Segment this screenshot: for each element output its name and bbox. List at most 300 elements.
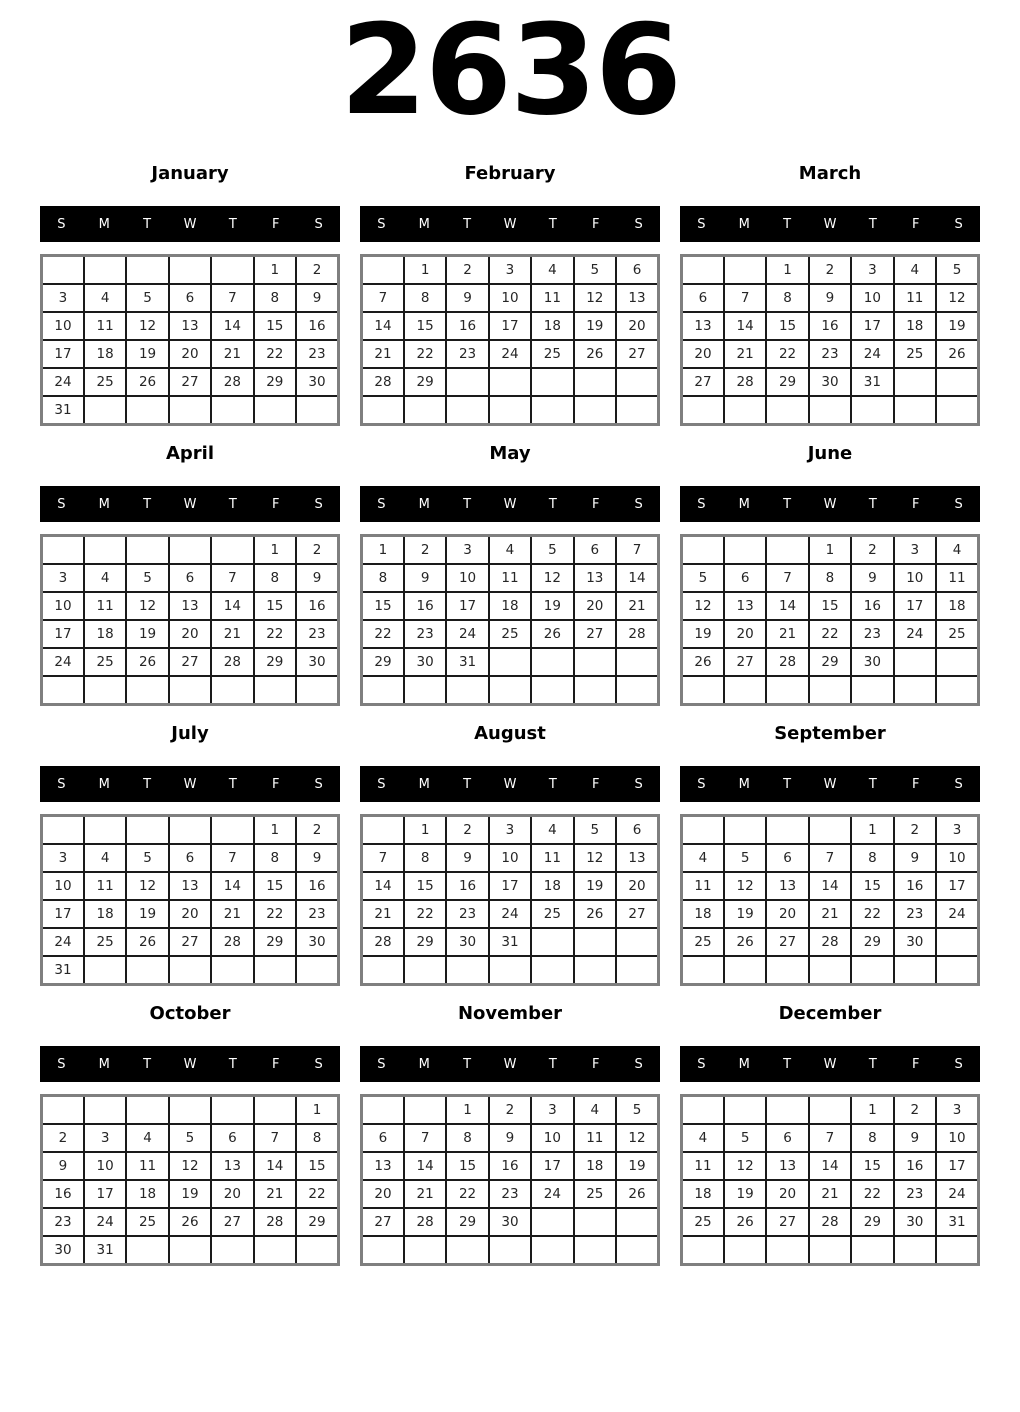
day-cell: 29 — [254, 648, 296, 676]
week-row — [42, 648, 339, 676]
day-cell: 20 — [362, 1180, 404, 1208]
day-cell: 16 — [42, 1180, 84, 1208]
empty-cell — [531, 928, 573, 956]
empty-cell — [211, 956, 253, 985]
day-cell: 8 — [404, 844, 446, 872]
month-day-grid — [360, 534, 660, 706]
day-cell: 15 — [254, 312, 296, 340]
day-cell: 7 — [211, 844, 253, 872]
day-cell: 12 — [724, 872, 766, 900]
empty-cell — [936, 928, 978, 956]
week-row — [42, 816, 339, 845]
empty-cell — [766, 1236, 808, 1265]
weekday-label: F — [591, 496, 600, 512]
empty-cell — [766, 396, 808, 425]
weekday-label: M — [738, 776, 750, 792]
day-cell: 14 — [362, 312, 404, 340]
day-cell: 16 — [894, 872, 936, 900]
day-cell: 25 — [682, 928, 724, 956]
weekday-label: F — [271, 776, 280, 792]
empty-cell — [682, 1236, 724, 1265]
day-cell: 25 — [936, 620, 978, 648]
day-cell: 10 — [936, 844, 978, 872]
empty-cell — [851, 396, 893, 425]
day-cell: 18 — [682, 1180, 724, 1208]
weekday-label: M — [418, 1056, 430, 1072]
weekday-label: F — [271, 1056, 280, 1072]
empty-cell — [682, 676, 724, 705]
day-cell: 4 — [894, 256, 936, 285]
day-cell: 21 — [766, 620, 808, 648]
week-row — [42, 1180, 339, 1208]
day-cell: 5 — [936, 256, 978, 285]
empty-cell — [446, 676, 488, 705]
day-cell: 1 — [446, 1096, 488, 1125]
day-cell: 7 — [616, 536, 658, 565]
week-row — [362, 284, 659, 312]
weekday-label: S — [314, 1056, 323, 1072]
week-row — [682, 956, 979, 985]
week-row — [362, 956, 659, 985]
week-row — [362, 872, 659, 900]
day-cell: 14 — [616, 564, 658, 592]
day-cell: 9 — [446, 284, 488, 312]
week-row — [362, 396, 659, 425]
day-cell: 13 — [682, 312, 724, 340]
empty-cell — [446, 956, 488, 985]
weekday-label: S — [634, 216, 643, 232]
day-cell: 3 — [42, 844, 84, 872]
week-row — [682, 1124, 979, 1152]
day-cell: 21 — [211, 340, 253, 368]
day-cell: 19 — [126, 620, 168, 648]
day-cell: 9 — [296, 564, 338, 592]
day-cell: 5 — [574, 816, 616, 845]
month-october — [40, 1003, 340, 1266]
empty-cell — [362, 956, 404, 985]
day-cell: 26 — [126, 928, 168, 956]
empty-cell — [766, 816, 808, 845]
weekday-label: W — [503, 496, 517, 512]
day-cell: 26 — [724, 928, 766, 956]
month-day-grid — [680, 254, 980, 426]
day-cell: 11 — [489, 564, 531, 592]
empty-cell — [809, 396, 851, 425]
day-cell: 24 — [531, 1180, 573, 1208]
empty-cell — [894, 648, 936, 676]
day-cell: 20 — [682, 340, 724, 368]
day-cell: 7 — [362, 284, 404, 312]
day-cell: 14 — [211, 592, 253, 620]
day-cell: 30 — [296, 928, 338, 956]
day-cell: 2 — [296, 536, 338, 565]
weekday-label: S — [954, 216, 963, 232]
month-day-grid — [680, 814, 980, 986]
day-cell: 12 — [574, 844, 616, 872]
weekday-label: T — [143, 1056, 152, 1072]
day-cell: 9 — [42, 1152, 84, 1180]
weekday-label: S — [57, 216, 66, 232]
day-cell: 29 — [254, 928, 296, 956]
day-cell: 29 — [296, 1208, 338, 1236]
week-row — [42, 284, 339, 312]
day-cell: 14 — [211, 312, 253, 340]
day-cell: 3 — [936, 816, 978, 845]
week-row — [682, 676, 979, 705]
day-cell: 6 — [766, 844, 808, 872]
day-cell: 6 — [766, 1124, 808, 1152]
empty-cell — [404, 676, 446, 705]
day-cell: 11 — [574, 1124, 616, 1152]
day-cell: 25 — [531, 340, 573, 368]
weekday-label: F — [591, 776, 600, 792]
empty-cell — [211, 676, 253, 705]
day-cell: 8 — [446, 1124, 488, 1152]
week-row — [682, 844, 979, 872]
day-cell: 9 — [404, 564, 446, 592]
empty-cell — [126, 956, 168, 985]
day-cell: 17 — [84, 1180, 126, 1208]
day-cell: 19 — [936, 312, 978, 340]
day-cell: 23 — [42, 1208, 84, 1236]
empty-cell — [84, 536, 126, 565]
week-row — [42, 1152, 339, 1180]
day-cell: 18 — [936, 592, 978, 620]
empty-cell — [936, 676, 978, 705]
day-cell: 24 — [489, 340, 531, 368]
day-cell: 2 — [894, 1096, 936, 1125]
day-cell: 22 — [296, 1180, 338, 1208]
empty-cell — [296, 1236, 338, 1265]
weekday-label: S — [57, 1056, 66, 1072]
day-cell: 9 — [894, 1124, 936, 1152]
day-cell: 8 — [404, 284, 446, 312]
day-cell: 29 — [851, 928, 893, 956]
week-row — [42, 620, 339, 648]
day-cell: 1 — [254, 536, 296, 565]
week-row — [42, 1124, 339, 1152]
day-cell: 20 — [766, 1180, 808, 1208]
day-cell: 7 — [766, 564, 808, 592]
day-cell: 3 — [531, 1096, 573, 1125]
weekday-label: S — [697, 496, 706, 512]
day-cell: 21 — [404, 1180, 446, 1208]
day-cell: 23 — [894, 900, 936, 928]
empty-cell — [169, 536, 211, 565]
day-cell: 20 — [169, 340, 211, 368]
day-cell: 15 — [404, 312, 446, 340]
week-row — [362, 564, 659, 592]
day-cell: 20 — [616, 872, 658, 900]
day-cell: 30 — [894, 928, 936, 956]
day-cell: 2 — [894, 816, 936, 845]
week-row — [42, 872, 339, 900]
day-cell: 13 — [724, 592, 766, 620]
weekday-label: T — [143, 216, 152, 232]
day-cell: 31 — [489, 928, 531, 956]
day-cell: 26 — [574, 340, 616, 368]
week-row — [682, 536, 979, 565]
day-cell: 29 — [254, 368, 296, 396]
day-cell: 2 — [296, 256, 338, 285]
day-cell: 26 — [169, 1208, 211, 1236]
month-july — [40, 723, 340, 986]
day-cell: 23 — [296, 340, 338, 368]
day-cell: 19 — [126, 340, 168, 368]
week-row — [42, 340, 339, 368]
week-row — [682, 872, 979, 900]
day-cell: 23 — [296, 620, 338, 648]
weekday-label: S — [697, 1056, 706, 1072]
day-cell: 30 — [404, 648, 446, 676]
day-cell: 2 — [296, 816, 338, 845]
day-cell: 16 — [851, 592, 893, 620]
day-cell: 2 — [42, 1124, 84, 1152]
day-cell: 25 — [84, 928, 126, 956]
weekday-label: S — [634, 496, 643, 512]
weekday-label: S — [697, 776, 706, 792]
weekday-label: F — [591, 1056, 600, 1072]
day-cell: 13 — [616, 284, 658, 312]
empty-cell — [42, 536, 84, 565]
weekday-label: T — [783, 1056, 792, 1072]
empty-cell — [616, 956, 658, 985]
empty-cell — [682, 256, 724, 285]
day-cell: 19 — [574, 872, 616, 900]
empty-cell — [126, 256, 168, 285]
week-row — [682, 592, 979, 620]
empty-cell — [724, 956, 766, 985]
weekday-label: T — [783, 776, 792, 792]
month-february — [360, 163, 660, 426]
day-cell: 2 — [446, 256, 488, 285]
empty-cell — [936, 1236, 978, 1265]
empty-cell — [446, 1236, 488, 1265]
empty-cell — [851, 956, 893, 985]
day-cell: 9 — [894, 844, 936, 872]
day-cell: 22 — [766, 340, 808, 368]
weekday-label: T — [463, 216, 472, 232]
empty-cell — [936, 648, 978, 676]
day-cell: 21 — [809, 900, 851, 928]
day-cell: 2 — [851, 536, 893, 565]
month-day-grid — [680, 534, 980, 706]
weekday-header-bar — [40, 206, 340, 242]
day-cell: 4 — [489, 536, 531, 565]
day-cell: 12 — [574, 284, 616, 312]
day-cell: 5 — [724, 1124, 766, 1152]
day-cell: 24 — [42, 648, 84, 676]
day-cell: 28 — [809, 1208, 851, 1236]
day-cell: 16 — [296, 872, 338, 900]
empty-cell — [126, 1096, 168, 1125]
day-cell: 2 — [404, 536, 446, 565]
day-cell: 22 — [254, 620, 296, 648]
day-cell: 25 — [84, 368, 126, 396]
day-cell: 21 — [724, 340, 766, 368]
empty-cell — [724, 676, 766, 705]
weekday-label: W — [823, 496, 837, 512]
week-row — [682, 312, 979, 340]
day-cell: 8 — [254, 284, 296, 312]
day-cell: 17 — [42, 900, 84, 928]
day-cell: 22 — [851, 1180, 893, 1208]
weekday-label: T — [868, 776, 877, 792]
empty-cell — [766, 536, 808, 565]
weekday-label: S — [314, 776, 323, 792]
weekday-label: M — [738, 216, 750, 232]
empty-cell — [682, 1096, 724, 1125]
empty-cell — [616, 396, 658, 425]
day-cell: 26 — [682, 648, 724, 676]
day-cell: 27 — [169, 368, 211, 396]
day-cell: 5 — [126, 844, 168, 872]
empty-cell — [616, 368, 658, 396]
day-cell: 13 — [766, 872, 808, 900]
day-cell: 14 — [404, 1152, 446, 1180]
day-cell: 27 — [682, 368, 724, 396]
week-row — [682, 340, 979, 368]
day-cell: 23 — [296, 900, 338, 928]
week-row — [362, 1152, 659, 1180]
weekday-label: M — [738, 496, 750, 512]
empty-cell — [574, 648, 616, 676]
day-cell: 15 — [254, 872, 296, 900]
week-row — [362, 368, 659, 396]
day-cell: 28 — [211, 648, 253, 676]
empty-cell — [362, 256, 404, 285]
day-cell: 6 — [724, 564, 766, 592]
weekday-label: T — [548, 496, 557, 512]
day-cell: 29 — [404, 368, 446, 396]
weekday-label: M — [418, 216, 430, 232]
day-cell: 5 — [126, 564, 168, 592]
empty-cell — [84, 396, 126, 425]
week-row — [42, 900, 339, 928]
empty-cell — [574, 928, 616, 956]
day-cell: 21 — [362, 340, 404, 368]
empty-cell — [489, 956, 531, 985]
day-cell: 12 — [936, 284, 978, 312]
month-title: October — [149, 1003, 231, 1024]
empty-cell — [126, 816, 168, 845]
empty-cell — [126, 396, 168, 425]
day-cell: 27 — [616, 340, 658, 368]
day-cell: 8 — [254, 844, 296, 872]
day-cell: 4 — [126, 1124, 168, 1152]
day-cell: 30 — [809, 368, 851, 396]
weekday-label: T — [228, 496, 237, 512]
day-cell: 10 — [42, 592, 84, 620]
day-cell: 16 — [446, 872, 488, 900]
day-cell: 10 — [489, 844, 531, 872]
day-cell: 11 — [84, 872, 126, 900]
week-row — [682, 1152, 979, 1180]
day-cell: 26 — [126, 368, 168, 396]
day-cell: 4 — [936, 536, 978, 565]
day-cell: 28 — [724, 368, 766, 396]
week-row — [362, 844, 659, 872]
week-row — [682, 564, 979, 592]
day-cell: 3 — [42, 564, 84, 592]
weekday-header-bar — [680, 1046, 980, 1082]
day-cell: 13 — [169, 592, 211, 620]
empty-cell — [574, 956, 616, 985]
empty-cell — [362, 676, 404, 705]
day-cell: 28 — [616, 620, 658, 648]
week-row — [42, 844, 339, 872]
weekday-label: W — [183, 216, 197, 232]
week-row — [362, 592, 659, 620]
day-cell: 30 — [446, 928, 488, 956]
day-cell: 1 — [362, 536, 404, 565]
day-cell: 28 — [404, 1208, 446, 1236]
day-cell: 1 — [851, 1096, 893, 1125]
empty-cell — [126, 676, 168, 705]
day-cell: 28 — [211, 368, 253, 396]
day-cell: 10 — [42, 872, 84, 900]
weekday-label: W — [183, 496, 197, 512]
day-cell: 6 — [211, 1124, 253, 1152]
month-day-grid — [40, 534, 340, 706]
empty-cell — [809, 1096, 851, 1125]
weekday-label: S — [314, 216, 323, 232]
month-title: January — [151, 163, 229, 184]
day-cell: 28 — [362, 928, 404, 956]
day-cell: 27 — [766, 928, 808, 956]
empty-cell — [936, 956, 978, 985]
weekday-label: T — [463, 1056, 472, 1072]
weekday-label: T — [868, 496, 877, 512]
empty-cell — [531, 368, 573, 396]
day-cell: 18 — [894, 312, 936, 340]
year-title: 2636 — [340, 0, 680, 143]
month-title: November — [457, 1003, 563, 1024]
day-cell: 24 — [851, 340, 893, 368]
day-cell: 16 — [446, 312, 488, 340]
day-cell: 17 — [42, 340, 84, 368]
weekday-label: F — [911, 216, 920, 232]
month-day-grid — [360, 1094, 660, 1266]
empty-cell — [211, 1236, 253, 1265]
day-cell: 23 — [489, 1180, 531, 1208]
day-cell: 5 — [616, 1096, 658, 1125]
day-cell: 29 — [362, 648, 404, 676]
day-cell: 22 — [254, 900, 296, 928]
day-cell: 20 — [724, 620, 766, 648]
day-cell: 5 — [724, 844, 766, 872]
day-cell: 21 — [211, 900, 253, 928]
day-cell: 18 — [489, 592, 531, 620]
month-title: May — [489, 443, 531, 464]
day-cell: 28 — [254, 1208, 296, 1236]
empty-cell — [126, 1236, 168, 1265]
day-cell: 12 — [682, 592, 724, 620]
day-cell: 13 — [211, 1152, 253, 1180]
day-cell: 31 — [42, 956, 84, 985]
day-cell: 3 — [489, 256, 531, 285]
day-cell: 10 — [894, 564, 936, 592]
day-cell: 4 — [531, 256, 573, 285]
weekday-label: S — [57, 496, 66, 512]
month-day-grid — [40, 814, 340, 986]
day-cell: 2 — [809, 256, 851, 285]
weekday-label: W — [503, 1056, 517, 1072]
day-cell: 7 — [211, 564, 253, 592]
day-cell: 2 — [446, 816, 488, 845]
empty-cell — [531, 676, 573, 705]
day-cell: 18 — [682, 900, 724, 928]
